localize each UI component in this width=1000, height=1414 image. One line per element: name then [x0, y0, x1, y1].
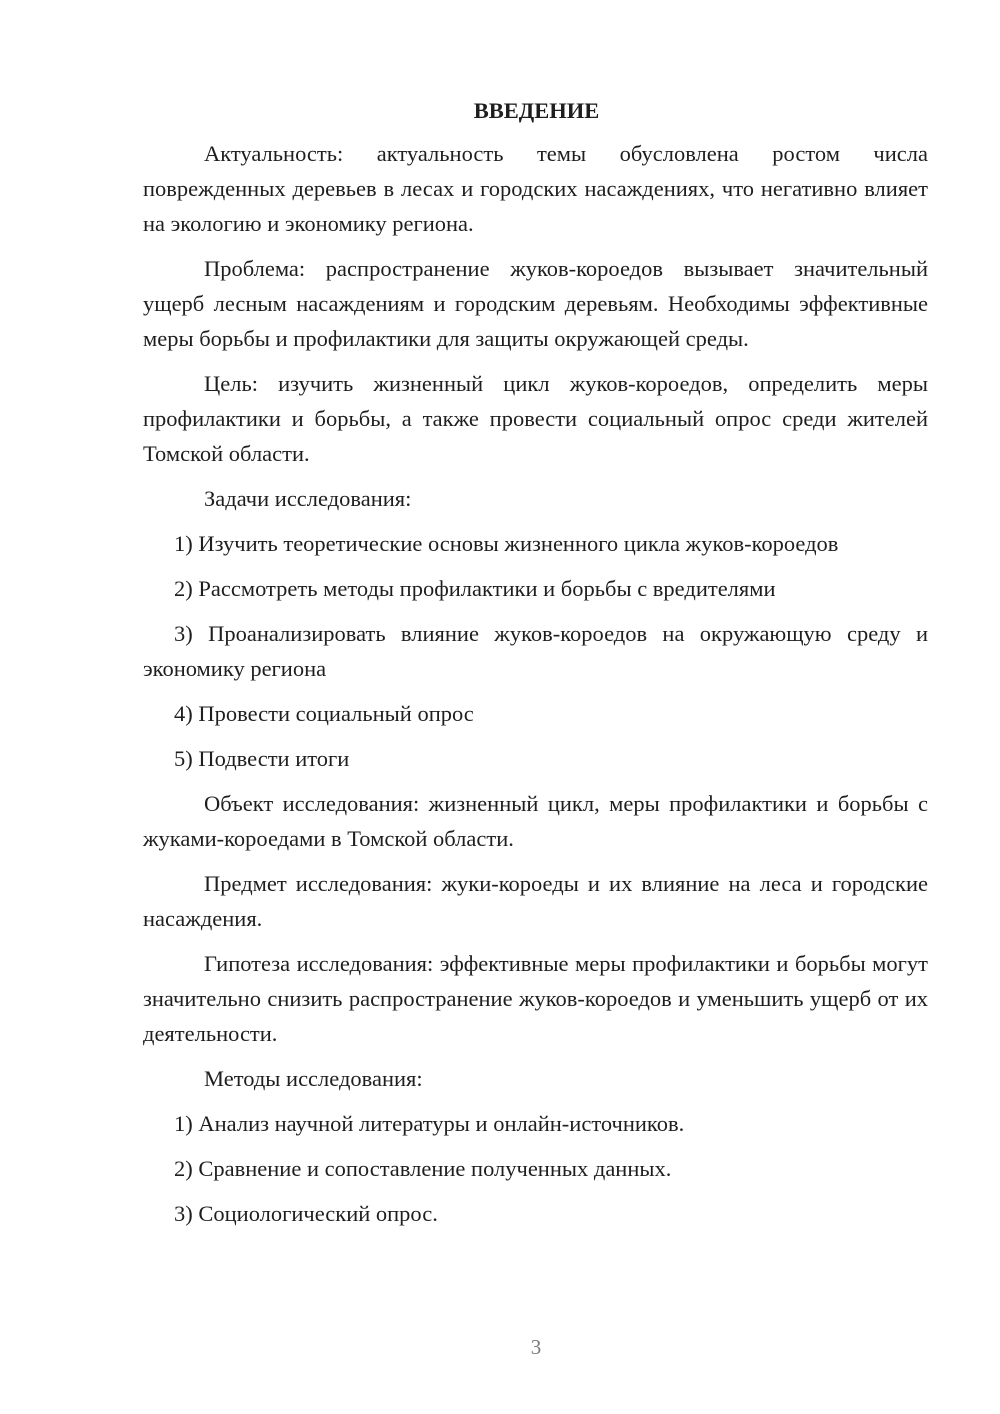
- page-content: [143, 96, 928, 1241]
- problem-paragraph: Проблема: распространение жуков-короедов вызывает значительный ущерб лесным насаждениям и городским деревьям. Необходимы эффективные меры борьбы и профилактики для защиты окружающей среды.: [143, 256, 928, 351]
- method-item: 3) Социологический опрос.: [174, 1201, 438, 1226]
- methods-heading: Методы исследования:: [204, 1066, 423, 1091]
- task-item: 2) Рассмотреть методы профилактики и борьбы с вредителями: [174, 576, 776, 601]
- subject-paragraph: Предмет исследования: жуки-короеды и их влияние на леса и городские насаждения.: [143, 871, 928, 931]
- tasks-heading: Задачи исследования:: [204, 486, 412, 511]
- page-title: ВВЕДЕНИЕ: [473, 98, 600, 123]
- actuality-paragraph: Актуальность: актуальность темы обусловлена ростом числа поврежденных деревьев в лесах и городских насаждениях, что негативно влияет на экологию и экономику региона.: [143, 141, 928, 236]
- task-item: 3) Проанализировать влияние жуков-короедов на окружающую среду и экономику региона: [143, 621, 928, 681]
- task-item: 5) Подвести итоги: [174, 746, 350, 771]
- page-number: 3: [530, 1335, 542, 1359]
- method-item: 1) Анализ научной литературы и онлайн-источников.: [174, 1111, 685, 1136]
- hypothesis-paragraph: Гипотеза исследования: эффективные меры профилактики и борьбы могут значительно снизить распространение жуков-короедов и уменьшить ущерб от их деятельности.: [143, 951, 928, 1046]
- task-item: 4) Провести социальный опрос: [174, 701, 474, 726]
- goal-paragraph: Цель: изучить жизненный цикл жуков-короедов, определить меры профилактики и борьбы, а также провести социальный опрос среди жителей Томской области.: [143, 371, 928, 466]
- object-paragraph: Объект исследования: жизненный цикл, меры профилактики и борьбы с жуками-короедами в Томской области.: [143, 791, 928, 851]
- task-item: 1) Изучить теоретические основы жизненного цикла жуков-короедов: [174, 531, 839, 556]
- method-item: 2) Сравнение и сопоставление полученных данных.: [174, 1156, 672, 1181]
